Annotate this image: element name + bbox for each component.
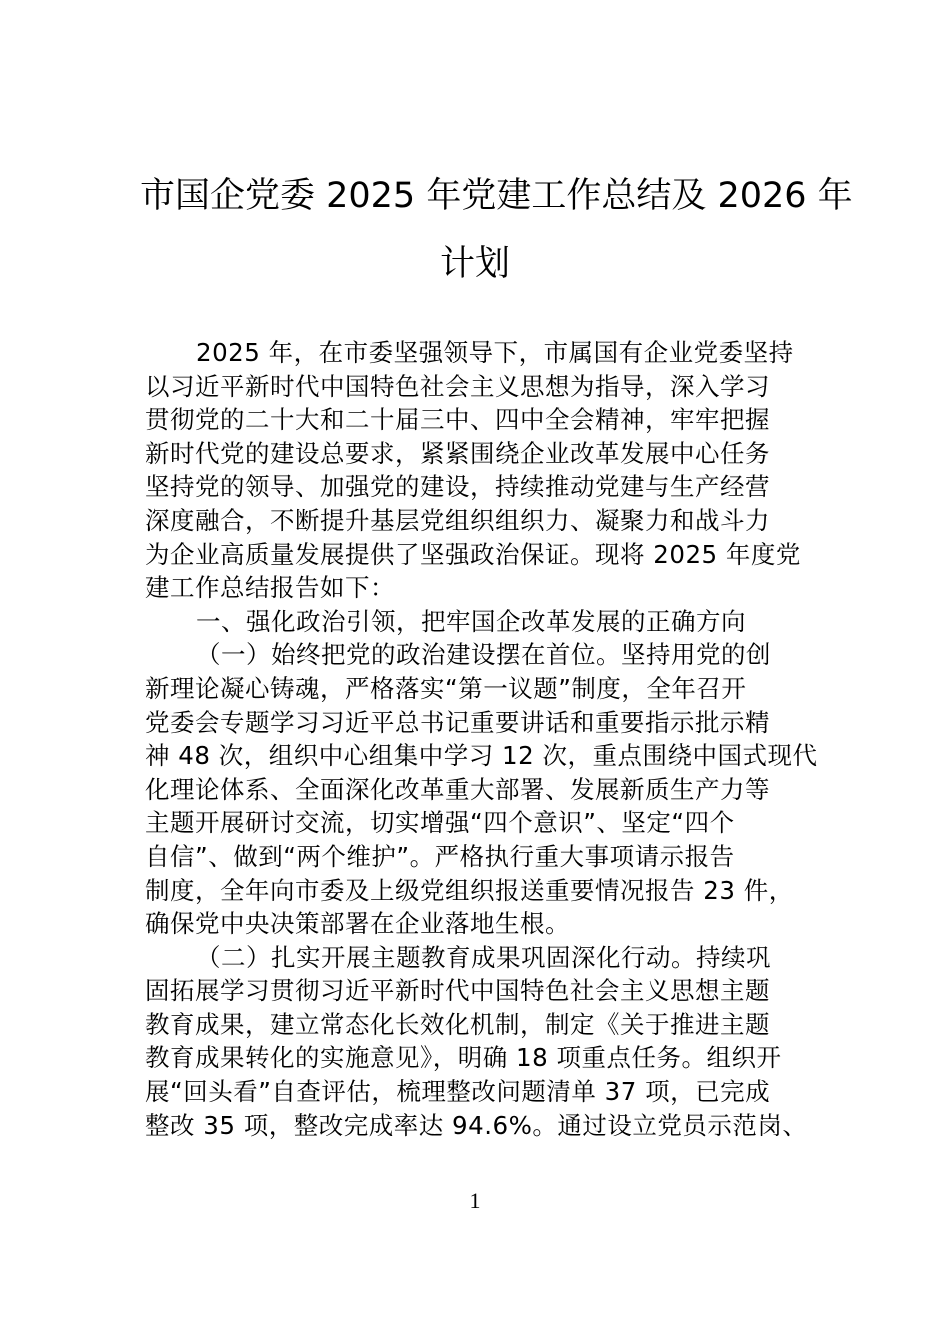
paragraph-line: 为企业高质量发展提供了坚强政治保证。现将 2025 年度党 <box>145 539 801 569</box>
document-body <box>145 336 818 1142</box>
paragraph-line: 新理论凝心铸魂，严格落实“第一议题”制度，全年召开 <box>145 673 747 703</box>
paragraph-line: 坚持党的领导、加强党的建设，持续推动党建与生产经营 <box>145 472 770 502</box>
document-title-line-2: 计划 <box>439 244 510 284</box>
paragraph-line: 贯彻党的二十大和二十届三中、四中全会精神，牢牢把握 <box>145 405 770 435</box>
paragraph-line: 展“回头看”自查评估，梳理整改问题清单 37 项，已完成 <box>145 1077 771 1107</box>
page-number: 1 <box>469 1188 481 1213</box>
paragraph-line: （二）扎实开展主题教育成果巩固深化行动。持续巩 <box>196 942 771 972</box>
section-heading: 一、强化政治引领，把牢国企改革发展的正确方向 <box>196 606 746 636</box>
paragraph-line: 主题开展研讨交流，切实增强“四个意识”、坚定“四个 <box>145 808 735 838</box>
paragraph-line: 制度，全年向市委及上级党组织报送重要情况报告 23 件， <box>145 875 794 905</box>
paragraph-line: 化理论体系、全面深化改革重大部署、发展新质生产力等 <box>145 774 770 804</box>
paragraph-line: 深度融合，不断提升基层党组织组织力、凝聚力和战斗力 <box>145 505 770 535</box>
paragraph-line: 确保党中央决策部署在企业落地生根。 <box>145 909 570 939</box>
paragraph-line: 自信”、做到“两个维护”。严格执行重大事项请示报告 <box>145 841 735 871</box>
document-title-line-1: 市国企党委 2025 年党建工作总结及 2026 年 <box>140 176 853 216</box>
paragraph-line: 党委会专题学习习近平总书记重要讲话和重要指示批示精 <box>145 707 770 737</box>
paragraph-line: 以习近平新时代中国特色社会主义思想为指导，深入学习 <box>145 371 770 401</box>
paragraph-line: 教育成果，建立常态化长效化机制，制定《关于推进主题 <box>145 1009 770 1039</box>
paragraph-line: 2025 年，在市委坚强领导下，市属国有企业党委坚持 <box>196 338 794 367</box>
paragraph-line: 整改 35 项，整改完成率达 94.6%。通过设立党员示范岗、 <box>145 1110 808 1140</box>
paragraph-line: 固拓展学习贯彻习近平新时代中国特色社会主义思想主题 <box>145 976 770 1006</box>
paragraph-line: 神 48 次，组织中心组集中学习 12 次，重点围绕中国式现代 <box>145 741 818 771</box>
paragraph-line: 建工作总结报告如下： <box>145 573 395 603</box>
paragraph-line: （一）始终把党的政治建设摆在首位。坚持用党的创 <box>196 640 771 670</box>
paragraph-line: 教育成果转化的实施意见》，明确 18 项重点任务。组织开 <box>145 1043 782 1073</box>
paragraph-line: 新时代党的建设总要求，紧紧围绕企业改革发展中心任务 <box>145 438 770 468</box>
